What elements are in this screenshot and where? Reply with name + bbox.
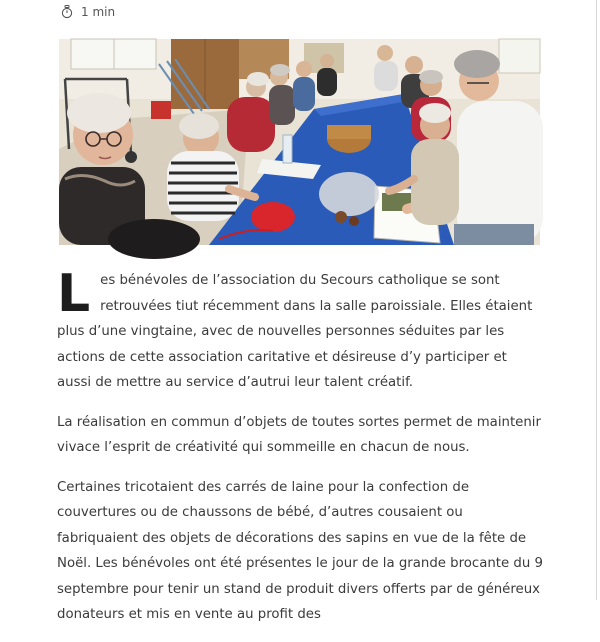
read-time-label: 1 min bbox=[81, 5, 116, 19]
drop-cap: L bbox=[57, 264, 91, 324]
page-divider bbox=[596, 0, 597, 600]
article-body bbox=[57, 264, 545, 642]
paragraph-intro bbox=[57, 264, 545, 396]
read-time bbox=[61, 3, 115, 21]
article-photo[interactable] bbox=[59, 39, 540, 245]
paragraph-intro-text: es bénévoles de l’association du Secours catholique se sont retrouvées tiut récemment dans la salle paroissiale. Elles étaient plus d’une vingtaine, avec de nouvelles personnes séduites par les actions de cette association caritative et désireuse d’y participer et aussi de mettre au service d’autrui leur talent créatif. bbox=[57, 273, 533, 390]
paragraph-creativity: La réalisation en commun d’objets de toutes sortes permet de maintenir vivace l’esprit de créativité qui sommeille en chacun de nous. bbox=[57, 414, 541, 455]
paragraph-activities: Certaines tricotaient des carrés de laine pour la confection de couvertures ou de chaussons de bébé, d’autres cousaient ou fabriquaient des objets de décorations des sapins en vue de la fête de Noël. Les bénévoles ont été présentes le jour de la grande brocante du 9 septembre pour tenir un stand de produit divers offerts par de généreux donateurs et mis en vente au profit des bbox=[57, 479, 543, 622]
stopwatch-icon bbox=[61, 5, 73, 19]
